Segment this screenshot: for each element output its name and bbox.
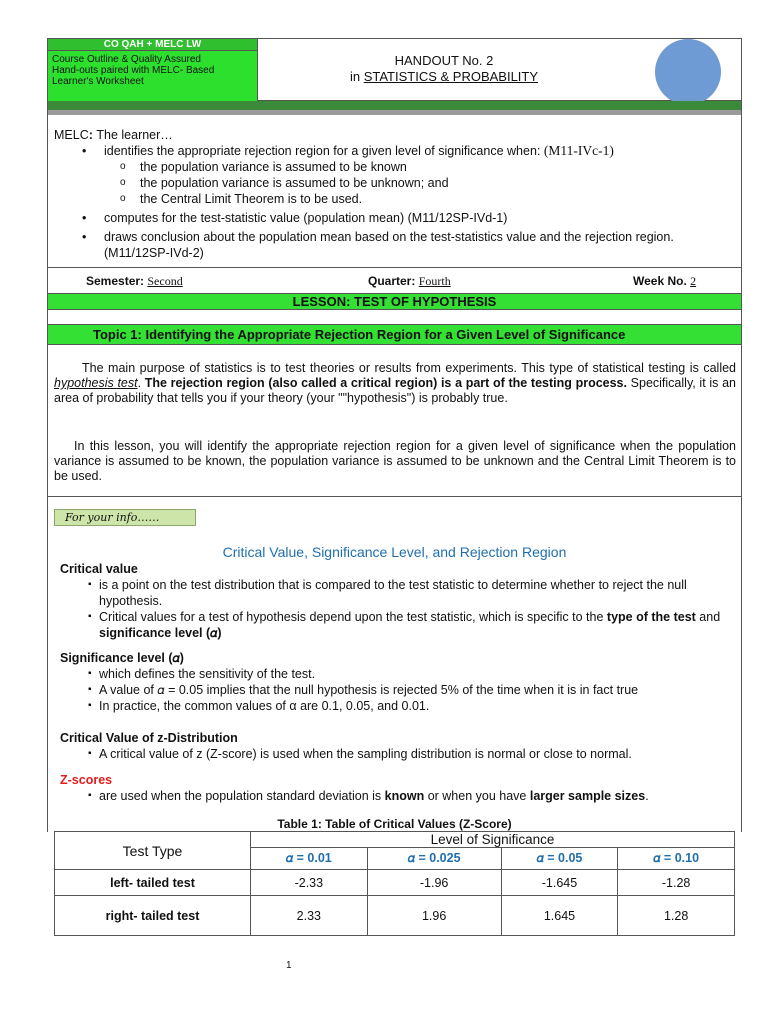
handout-frame [47,38,742,923]
logo-circle [655,39,721,105]
topic-title: Topic 1: Identifying the Appropriate Rejection Region for a Given Level of Significance [48,324,741,345]
list-item: ▪ A critical value of z (Z-score) is used when the sampling distribution is normal or close to normal. [60,746,735,762]
intro-paragraph-1: The main purpose of statistics is to test theories or results from experiments. This type of statistical testing is called hypothesis test. The rejection region (also called a critical region) is a part of the testing process. Specifically, it is an area of probability that tells you if your theory (your ""hypothesis") is probably true. [54,361,736,405]
melc-section [54,127,734,261]
alpha-header: 𝛼 = 0.10 [618,848,735,870]
melc-bullet: • computes for the test-statistic value (population mean) (M11/12SP-IVd-1) [54,210,734,226]
melc-bullet: • draws conclusion about the population mean based on the test-statistics value and the rejection region. (M11/12SP-IVd-2) [54,229,734,261]
section-title: Critical Value, Significance Level, and Rejection Region [222,544,567,560]
row-label: left- tailed test [55,870,251,896]
semester: Semester: Second [86,274,183,288]
divider [48,267,741,268]
table-cell: -1.28 [618,870,735,896]
page-number: 1 [286,960,292,971]
melc-bullet: • identifies the appropriate rejection region for a given level of significance when: (M11-IVc-1) [54,143,734,159]
critical-values-table [54,831,735,936]
alpha-header: 𝛼 = 0.01 [251,848,368,870]
alpha-header: 𝛼 = 0.025 [367,848,501,870]
table-cell: -1.96 [367,870,501,896]
table-cell: -1.645 [501,870,618,896]
table-cell: 1.28 [618,896,735,936]
header-left-title: CO QAH + MELC LW [48,39,257,51]
table-cell: 2.33 [251,896,368,936]
list-item: ▪ are used when the population standard deviation is known or when you have larger sample sizes. [60,788,735,804]
subject-name: STATISTICS & PROBABILITY [363,69,539,84]
term-info [48,271,741,293]
table-header-row [55,832,735,848]
intro-paragraph-2: In this lesson, you will identify the appropriate rejection region for a given level of significance when the population variance is assumed to be known, the population variance is assumed to be unknown and the Central Limit Theorem is to be used. [54,439,736,483]
table-caption: Table 1: Table of Critical Values (Z-Score) [277,817,512,831]
list-item: ▪ Critical values for a test of hypothesis depend upon the test statistic, which is specific to the type of the test and significance level (𝛼) [60,609,735,641]
list-item: ▪ is a point on the test distribution that is compared to the test statistic to determine whether to reject the null hypothesis. [60,577,735,609]
header [48,39,741,101]
melc-lead: MELC: The learner… [54,128,173,142]
list-item: ▪ A value of 𝛼 = 0.05 implies that the null hypothesis is rejected 5% of the time when it is in fact true [60,682,735,698]
header-left-box [48,39,258,101]
melc-sub-bullet: o the Central Limit Theorem is to be used. [54,191,734,207]
handout-number: HANDOUT No. 2 [394,53,494,68]
header-left-description: Course Outline & Quality Assured Hand-outs paired with MELC- Based Learner's Worksheet [52,54,215,87]
z-scores-section: Z-scores ▪ are used when the population standard deviation is known or when you have larger sample sizes. [60,772,735,804]
quarter: Quarter: Fourth [368,274,451,288]
divider [48,496,741,497]
info-tag: For your info…… [54,509,196,526]
header-title [259,39,629,101]
table-header-test-type: Test Type [55,832,251,870]
header-stripe-gray [48,110,741,115]
z-distribution-section: Critical Value of z-Distribution ▪ A critical value of z (Z-score) is used when the sampling distribution is normal or close to normal. [60,730,735,762]
melc-sub-bullet: o the population variance is assumed to be unknown; and [54,175,734,191]
list-item: ▪ which defines the sensitivity of the test. [60,666,735,682]
week: Week No. 2 [633,274,697,288]
critical-value-section: Critical value ▪ is a point on the test distribution that is compared to the test statistic to determine whether to reject the null hypothesis. ▪ Critical values for a test of hypothesis depend upon the test statistic, which is specific to the type of the test and significance level (𝛼) [60,561,735,641]
table-header-level: Level of Significance [251,832,735,848]
melc-sub-bullet: o the population variance is assumed to be known [54,159,734,175]
list-item: ▪ In practice, the common values of α are 0.1, 0.05, and 0.01. [60,698,735,714]
table-row [55,896,735,936]
subject-line: in STATISTICS & PROBABILITY [349,69,539,84]
alpha-header: 𝛼 = 0.05 [501,848,618,870]
header-stripe [48,101,741,110]
table-cell: 1.645 [501,896,618,936]
table-cell: -2.33 [251,870,368,896]
table-cell: 1.96 [367,896,501,936]
significance-section: Significance level (𝛼) ▪ which defines the sensitivity of the test. ▪ A value of 𝛼 = 0.05 implies that the null hypothesis is rejected 5% of the time when it is in fact true ▪ In practice, the common values of α are 0.1, 0.05, and 0.01. [60,650,735,714]
lesson-title: LESSON: TEST OF HYPOTHESIS [48,293,741,310]
table-row [55,870,735,896]
row-label: right- tailed test [55,896,251,936]
